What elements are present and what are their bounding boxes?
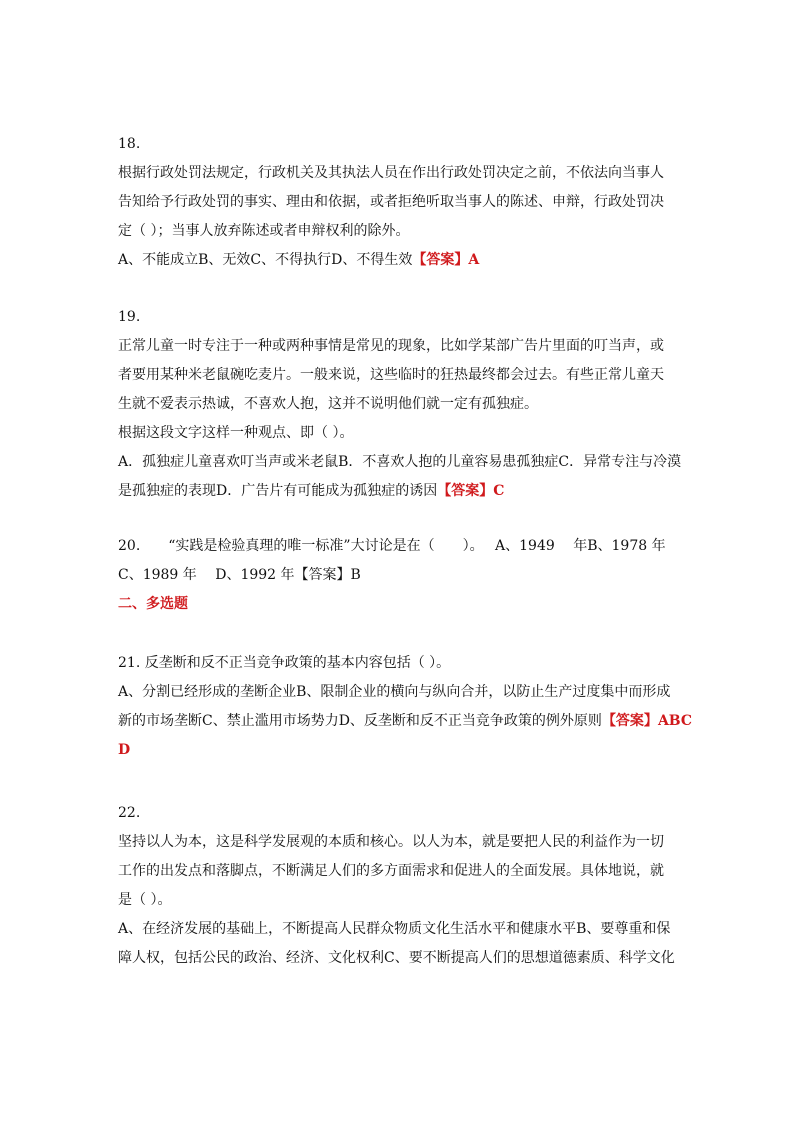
question-options	[118, 246, 678, 275]
question-text-line: 工作的出发点和落脚点，不断满足人们的多方面需求和促进人的全面发展。具体地说，就	[118, 863, 664, 879]
question-number: 18.	[118, 136, 141, 152]
question-19	[118, 303, 682, 506]
question-text-line: 定（ ）；当事人放弃陈述或者申辩权利的除外。	[118, 223, 410, 239]
question-18	[118, 130, 678, 275]
options-text: 是孤独症的表现D．广告片有可能成为孤独症的诱因	[118, 483, 438, 499]
question-options: A、分割已经形成的垄断企业B、限制企业的横向与纵向合并，以防止生产过度集中而形成	[118, 684, 671, 700]
question-text-line: 根据这段文字这样一种观点、即（ ）。	[118, 425, 354, 441]
answer-value: D	[118, 742, 131, 758]
answer-continuation	[118, 736, 678, 765]
question-options	[118, 561, 678, 590]
question-22	[118, 799, 678, 973]
question-text-line: 20. “实践是检验真理的唯一标准”大讨论是在（ ）。 A、1949 年B、1978 年	[118, 538, 666, 554]
question-number: 19.	[118, 309, 141, 325]
answer-value: A	[468, 252, 480, 268]
options-text: C、1989 年 D、1992 年	[118, 567, 295, 583]
question-options: A．孤独症儿童喜欢叮当声或米老鼠B．不喜欢人抱的儿童容易患孤独症C．异常专注与冷漠	[118, 454, 682, 470]
answer-label: 【答案】	[437, 483, 494, 499]
question-text-line: 正常儿童一时专注于一种或两种事情是常见的现象，比如学某部广告片里面的叮当声，或	[118, 338, 664, 354]
answer-value: C	[493, 483, 505, 499]
answer-label: 【答案】	[412, 252, 469, 268]
question-options	[118, 707, 693, 736]
question-number: 22.	[118, 805, 141, 821]
question-options	[118, 477, 678, 506]
question-text-line: 生就不爱表示热诚，不喜欢人抱，这并不说明他们就一定有孤独症。	[118, 396, 538, 412]
question-options: 障人权，包括公民的政治、经济、文化权利C、要不断提高人们的思想道德素质、科学文化	[118, 950, 675, 966]
answer-value: B	[350, 567, 361, 583]
question-text-line: 者要用某种米老鼠碗吃麦片。一般来说，这些临时的狂热最终都会过去。有些正常儿童天	[118, 367, 664, 383]
answer-label: 【答案】	[294, 567, 351, 583]
answer-label: 【答案】	[601, 713, 658, 729]
options-text: A、不能成立B、无效C、不得执行D、不得生效	[118, 252, 413, 268]
question-21	[118, 649, 693, 765]
section-title: 二、多选题	[118, 596, 188, 612]
question-options: A、在经济发展的基础上，不断提高人民群众物质文化生活水平和健康水平B、要尊重和保	[118, 921, 671, 937]
question-20	[118, 532, 678, 590]
question-text-line: 21. 反垄断和反不正当竞争政策的基本内容包括（ ）。	[118, 655, 451, 671]
question-text-line: 告知给予行政处罚的事实、理由和依据，或者拒绝听取当事人的陈述、申辩，行政处罚决	[118, 194, 664, 210]
question-text-line: 根据行政处罚法规定，行政机关及其执法人员在作出行政处罚决定之前，不依法向当事人	[118, 165, 664, 181]
question-text-line: 坚持以人为本，这是科学发展观的本质和核心。以人为本，就是要把人民的利益作为一切	[118, 834, 664, 850]
document-page	[118, 130, 693, 973]
answer-value: ABC	[657, 713, 693, 729]
question-text-line: 是（ ）。	[118, 892, 172, 908]
options-text: 新的市场垄断C、禁止滥用市场势力D、反垄断和反不正当竞争政策的例外原则	[118, 713, 602, 729]
